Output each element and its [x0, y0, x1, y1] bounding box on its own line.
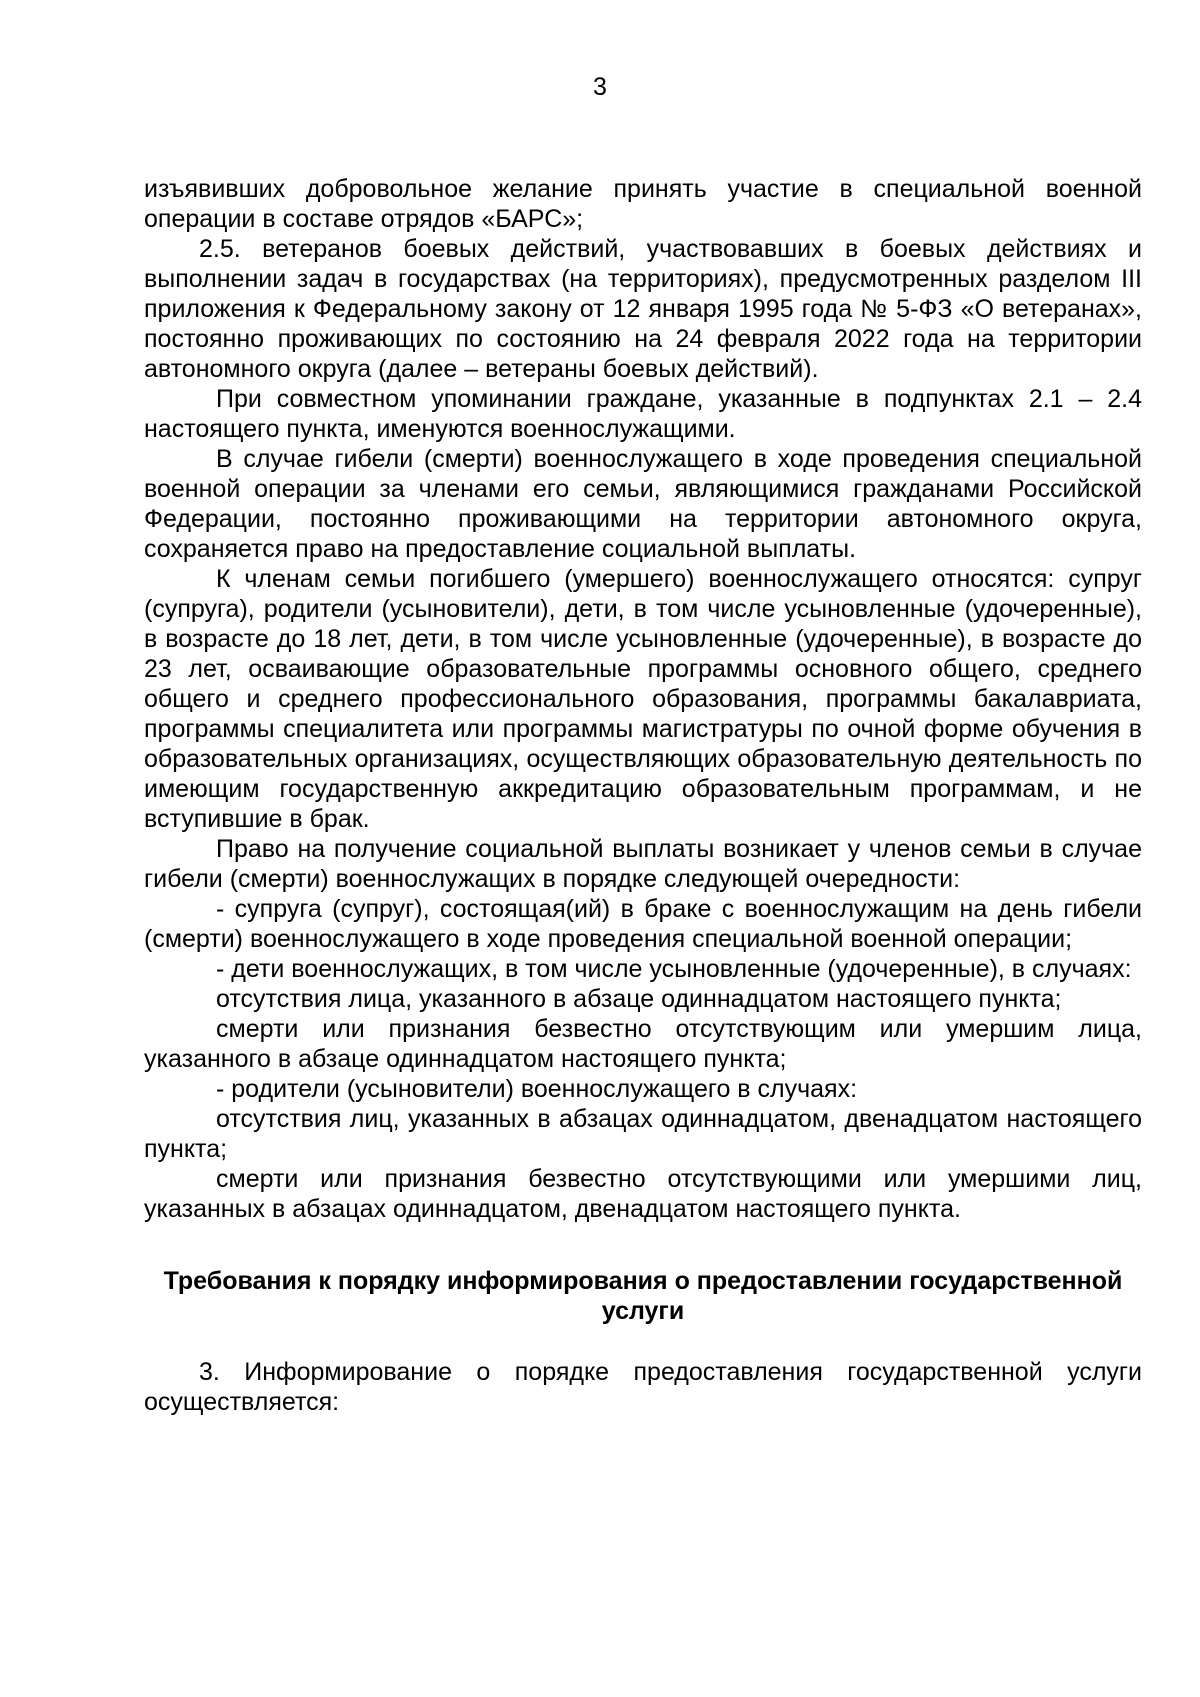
- paragraph-death-case: В случае гибели (смерти) военнослужащего в ходе проведения специальной военной операции за членами его семьи, являющимися гражданами Российской Федерации, постоянно проживающими на территории автономного округа, сохраняется право на предоставление социальной выплаты.: [144, 445, 1142, 563]
- paragraph-continuation: изъявивших добровольное желание принять участие в специальной военной операции в составе отрядов «БАРС»;: [144, 175, 1142, 233]
- section-heading: Требования к порядку информирования о предоставлении государственной услуги: [163, 1267, 1123, 1325]
- page-number: 3: [593, 73, 607, 101]
- paragraph-absence-persons: отсутствия лиц, указанных в абзацах одиннадцатом, двенадцатом настоящего пункта;: [144, 1105, 1142, 1163]
- list-item-children: - дети военнослужащих, в том числе усыновленные (удочеренные), в случаях:: [216, 955, 1132, 983]
- list-item-parents: - родители (усыновители) военнослужащего в случаях:: [216, 1075, 858, 1103]
- paragraph-absence-person: отсутствия лица, указанного в абзаце одиннадцатом настоящего пункта;: [216, 985, 1062, 1013]
- paragraph-item-3: 3. Информирование о порядке предоставления государственной услуги осуществляется:: [144, 1358, 1142, 1416]
- paragraph-death-persons: смерти или признания безвестно отсутствующими или умершими лиц, указанных в абзацах одиннадцатом, двенадцатом настоящего пункта.: [144, 1165, 1142, 1223]
- paragraph-item-2-5: 2.5. ветеранов боевых действий, участвовавших в боевых действиях и выполнении задач в государствах (на территориях), предусмотренных разделом III приложения к Федеральному закону от 12 января 1995 года № 5-ФЗ «О ветеранах», постоянно проживающих по состоянию на 24 февраля 2022 года на территории автономного округа (далее – ветераны боевых действий).: [144, 235, 1142, 383]
- paragraph-family-members: К членам семьи погибшего (умершего) военнослужащего относятся: супруг (супруга), родители (усыновители), дети, в том числе усыновленные (удочеренные), в возрасте до 18 лет, дети, в том числе усыновленные (удочеренные), в возрасте до 23 лет, осваивающие образовательные программы основного общего, среднего общего и среднего профессионального образования, программы бакалавриата, программы специалитета или программы магистратуры по очной форме обучения в образовательных организациях, осуществляющих образовательную деятельность по имеющим государственную аккредитацию образовательным программам, и не вступившие в брак.: [144, 565, 1142, 833]
- paragraph-death-person: смерти или признания безвестно отсутствующим или умершим лица, указанного в абзаце одиннадцатом настоящего пункта;: [144, 1015, 1142, 1073]
- list-item-spouse: - супруга (супруг), состоящая(ий) в браке с военнослужащим на день гибели (смерти) военнослужащего в ходе проведения специальной военной операции;: [144, 895, 1142, 953]
- paragraph-right-order: Право на получение социальной выплаты возникает у членов семьи в случае гибели (смерти) военнослужащих в порядке следующей очередности:: [144, 835, 1142, 893]
- document-body: [144, 174, 1142, 1417]
- paragraph-joint-mention: При совместном упоминании граждане, указанные в подпунктах 2.1 – 2.4 настоящего пункта, именуются военнослужащими.: [144, 385, 1142, 443]
